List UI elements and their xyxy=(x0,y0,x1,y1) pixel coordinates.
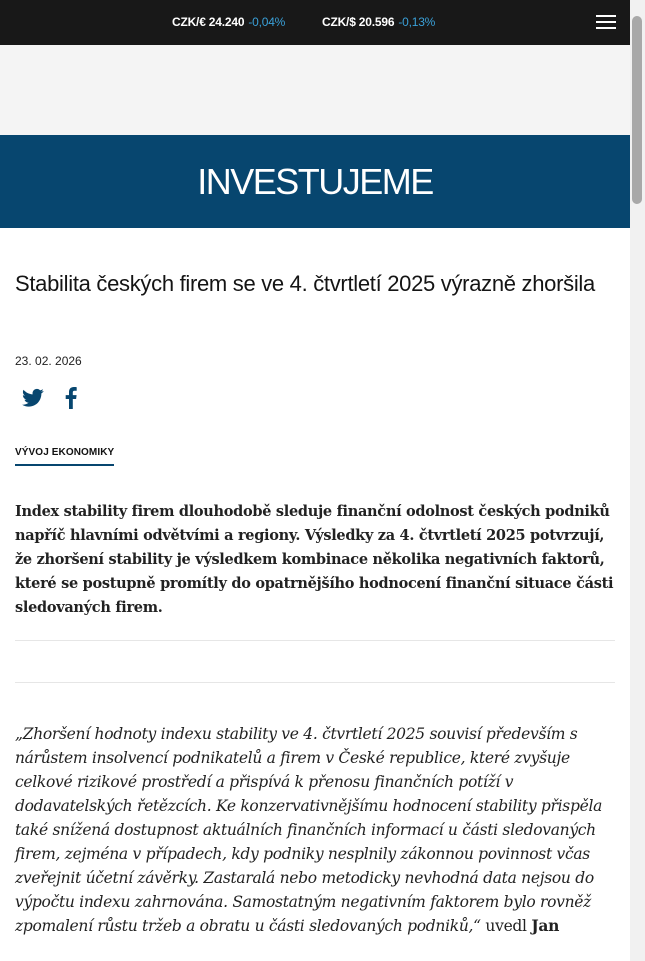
rate-usd-change: -0,13% xyxy=(398,15,436,29)
article-date: 23. 02. 2026 xyxy=(15,354,82,368)
rate-usd xyxy=(322,15,435,29)
twitter-icon[interactable] xyxy=(22,388,44,408)
article-perex: Index stability firem dlouhodobě sleduje finanční odolnost českých podniků napříč hlavními odvětvími a regiony. Výsledky za 4. čtvrtletí 2025 potvrzují, že zhoršení stability je výsledkem kombinace několika negativních faktorů, které se postupně promítly do opatrnějšího hodnocení finanční situace části sledovaných firem. xyxy=(15,503,614,616)
rate-eur xyxy=(172,15,285,29)
facebook-icon[interactable] xyxy=(64,387,78,409)
divider xyxy=(15,682,615,683)
rate-eur-change: -0,04% xyxy=(248,15,286,29)
quote-attribution: uvedl xyxy=(480,917,532,935)
quote-author: Jan xyxy=(531,916,560,935)
scrollbar-thumb[interactable] xyxy=(632,16,642,204)
category-tag-link[interactable]: VÝVOJ EKONOMIKY xyxy=(15,447,114,466)
rate-eur-value: CZK/€ 24.240 xyxy=(172,15,245,29)
rate-usd-value: CZK/$ 20.596 xyxy=(322,15,395,29)
menu-line xyxy=(596,27,616,29)
menu-line xyxy=(596,15,616,17)
ad-placeholder xyxy=(0,45,630,135)
divider xyxy=(15,640,615,641)
menu-line xyxy=(596,21,616,23)
article-quote xyxy=(15,722,615,938)
hamburger-menu-icon[interactable] xyxy=(596,13,618,33)
article-title: Stabilita českých firem se ve 4. čtvrtletí 2025 výrazně zhoršila xyxy=(15,271,595,296)
top-bar xyxy=(0,0,630,45)
quote-text: „Zhoršení hodnoty indexu stability ve 4. čtvrtletí 2025 souvisí především s nárůstem insolvencí podnikatelů a firem v České republice, které zvyšuje celkové rizikové prostředí a přispívá k přenosu finančních potíží v dodavatelských řetězcích. Ke konzervativnějšímu hodnocení stability přispěla také snížená dostupnost aktuálních finančních informací u části sledovaných firem, zejména v případech, kdy podniky nesplnily zákonnou povinnost včas zveřejnit účetní závěrky. Zastaralá nebo metodicky nevhodná data nejsou do výpočtu indexu zahrnována. Samostatným negativním faktorem bylo rovněž zpomalení růstu tržeb a obratu u části sledovaných podniků,“ xyxy=(15,725,603,935)
site-logo[interactable]: INVESTUJEME xyxy=(197,161,433,202)
